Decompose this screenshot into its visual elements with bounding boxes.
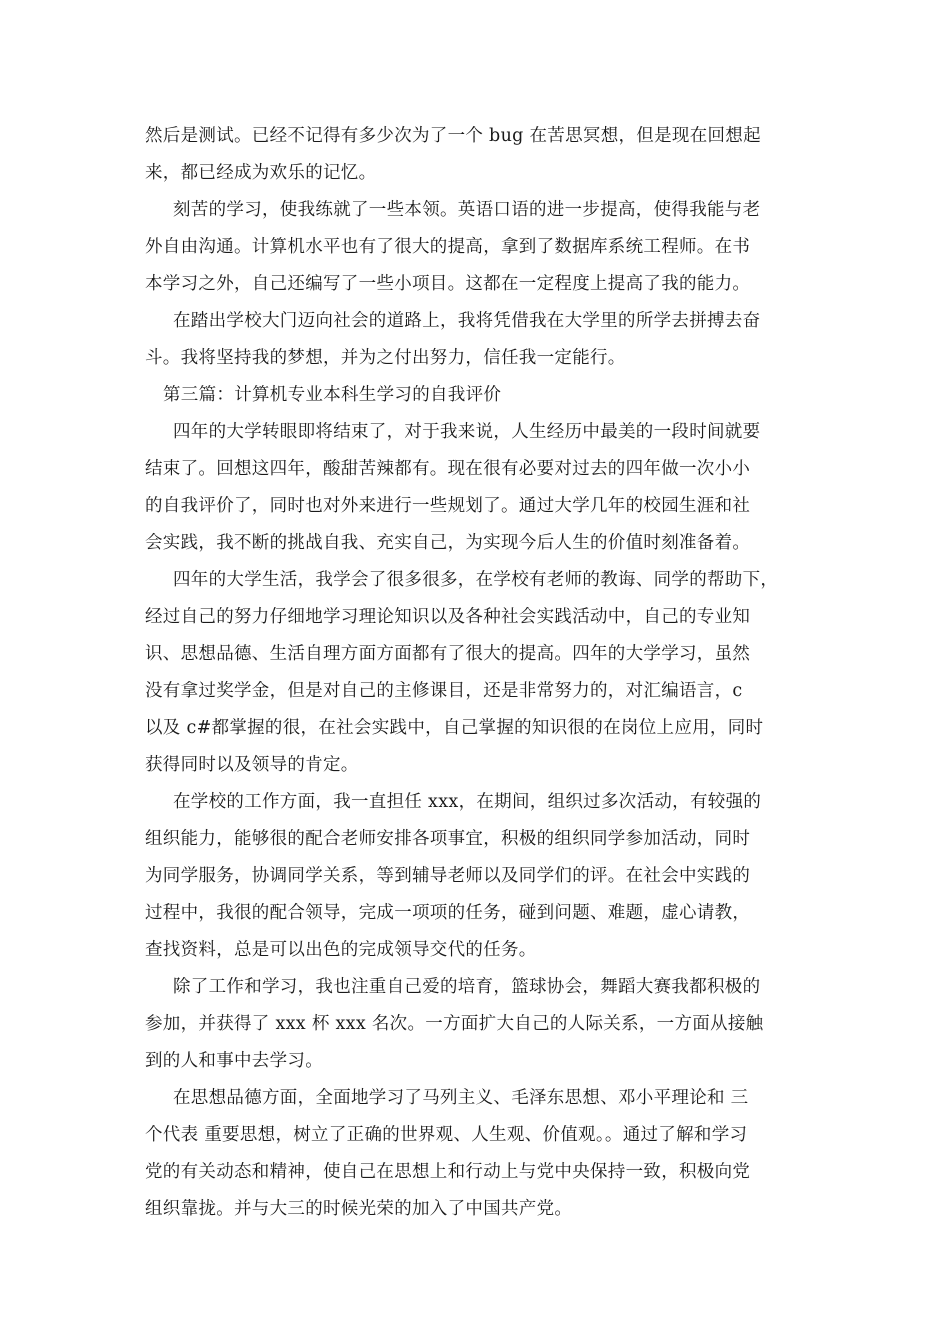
text-line: 外自由沟通。计算机水平也有了很大的提高，拿到了数据库系统工程师。在书 xyxy=(145,237,751,257)
text-line: 到的人和事中去学习。 xyxy=(145,1051,323,1071)
text-line: 个代表 重要思想，树立了正确的世界观、人生观、价值观。。通过了解和学习 xyxy=(145,1125,748,1145)
text-line: 识、思想品德、生活自理方面方面都有了很大的提高。四年的大学学习，虽然 xyxy=(145,644,751,664)
text-line: 在踏出学校大门迈向社会的道路上，我将凭借我在大学里的所学去拼搏去奋 xyxy=(173,311,761,331)
text-line: 为同学服务，协调同学关系，等到辅导老师以及同学们的评。在社会中实践的 xyxy=(145,866,751,886)
text-line: 结束了。回想这四年，酸甜苦辣都有。现在很有必要对过去的四年做一次小小 xyxy=(145,459,751,479)
text-line: 组织能力，能够很的配合老师安排各项事宜，积极的组织同学参加活动，同时 xyxy=(145,829,751,849)
text-line: 在思想品德方面，全面地学习了马列主义、毛泽东思想、邓小平理论和 三 xyxy=(173,1088,749,1108)
text-line: 会实践，我不断的挑战自我、充实自己，为实现今后人生的价值时刻准备着。 xyxy=(145,533,751,553)
text-line: 查找资料，总是可以出色的完成领导交代的任务。 xyxy=(145,940,537,960)
text-line: 四年的大学生活，我学会了很多很多，在学校有老师的教诲、同学的帮助下， xyxy=(173,570,779,590)
text-line: 斗。我将坚持我的梦想，并为之付出努力，信任我一定能行。 xyxy=(145,348,626,368)
section-heading: 第三篇：计算机专业本科生学习的自我评价 xyxy=(163,385,502,405)
text-line: 以及 c#都掌握的很，在社会实践中，自己掌握的知识很的在岗位上应用，同时 xyxy=(145,718,764,738)
text-line: 来，都已经成为欢乐的记忆。 xyxy=(145,163,377,183)
text-line: 在学校的工作方面，我一直担任 xxx，在期间，组织过多次活动，有较强的 xyxy=(173,792,762,812)
text-line: 除了工作和学习，我也注重自己爱的培育，篮球协会，舞蹈大赛我都积极的 xyxy=(173,977,761,997)
text-line: 党的有关动态和精神，使自己在思想上和行动上与党中央保持一致，积极向党 xyxy=(145,1162,751,1182)
text-line: 组织靠拢。并与大三的时候光荣的加入了中国共产党。 xyxy=(145,1199,573,1219)
text-line: 获得同时以及领导的肯定。 xyxy=(145,755,359,775)
text-line: 参加，并获得了 xxx 杯 xxx 名次。一方面扩大自己的人际关系，一方面从接触 xyxy=(145,1014,764,1034)
text-line: 过程中，我很的配合领导，完成一项项的任务，碰到问题、难题，虚心请教， xyxy=(145,903,751,923)
document-page xyxy=(145,118,815,1228)
text-line: 没有拿过奖学金，但是对自己的主修课目，还是非常努力的，对汇编语言，c xyxy=(145,681,743,701)
text-line: 的自我评价了，同时也对外来进行一些规划了。通过大学几年的校园生涯和社 xyxy=(145,496,751,516)
text-line: 刻苦的学习，使我练就了一些本领。英语口语的进一步提高，使得我能与老 xyxy=(173,200,761,220)
text-line: 四年的大学转眼即将结束了，对于我来说，人生经历中最美的一段时间就要 xyxy=(173,422,761,442)
text-line: 然后是测试。已经不记得有多少次为了一个 bug 在苦思冥想，但是现在回想起 xyxy=(145,126,761,146)
text-line: 经过自己的努力仔细地学习理论知识以及各种社会实践活动中，自己的专业知 xyxy=(145,607,751,627)
text-line: 本学习之外，自己还编写了一些小项目。这都在一定程度上提高了我的能力。 xyxy=(145,274,751,294)
